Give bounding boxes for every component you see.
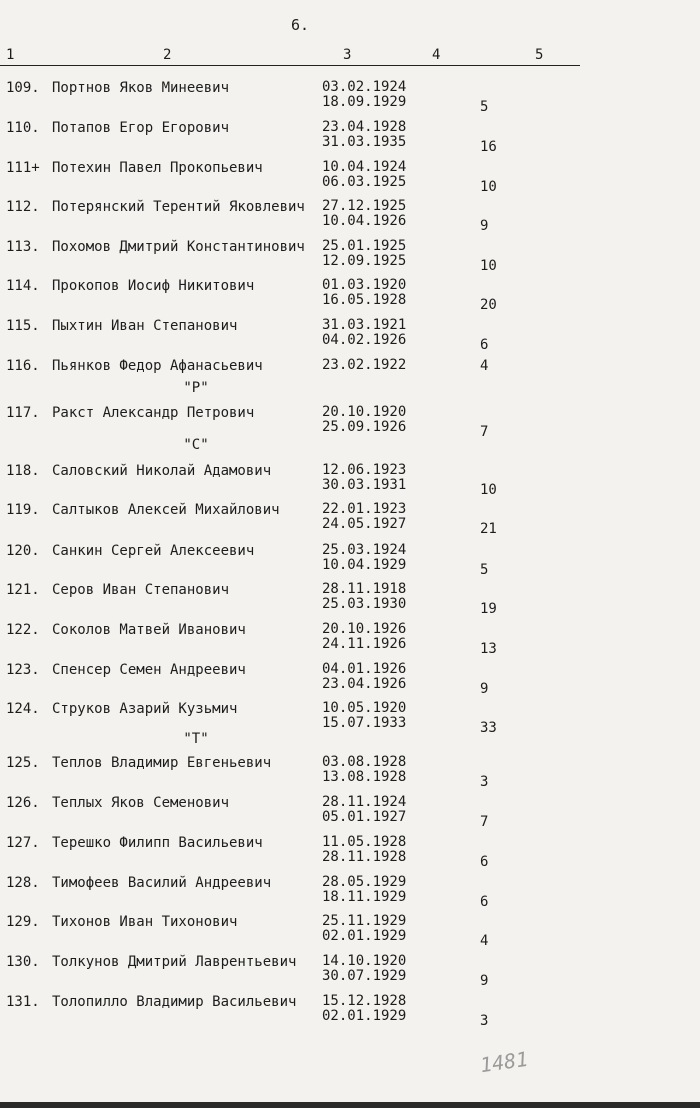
- date-value: 13.08.1928: [322, 769, 407, 785]
- date-value: 04.01.1926: [322, 661, 407, 677]
- person-name: Потерянский Терентий Яковлевич: [52, 199, 305, 215]
- date-value: 25.03.1930: [322, 596, 407, 612]
- row-number: 126.: [6, 795, 40, 811]
- date-value: 25.03.1924: [322, 542, 407, 558]
- table-row: [0, 405, 700, 445]
- row-number: 114.: [6, 278, 40, 294]
- table-row: [0, 755, 700, 795]
- table-row: [0, 199, 700, 239]
- date-cell: [322, 405, 406, 435]
- date-value: 25.01.1925: [322, 238, 407, 254]
- row-number: 115.: [6, 318, 40, 334]
- date-value: 28.11.1918: [322, 581, 407, 597]
- row-number: 125.: [6, 755, 40, 771]
- quantity-value: 21: [480, 521, 497, 537]
- date-value: 10.05.1920: [322, 700, 407, 716]
- quantity-value: 9: [480, 681, 489, 697]
- table-row: [0, 120, 700, 160]
- date-value: 18.09.1929: [322, 94, 407, 110]
- date-value: 24.05.1927: [322, 516, 407, 532]
- date-value: 04.02.1926: [322, 332, 407, 348]
- date-cell: [322, 582, 406, 612]
- person-name: Тихонов Иван Тихонович: [52, 914, 238, 930]
- quantity-value: 7: [480, 814, 489, 830]
- date-value: 23.02.1922: [322, 357, 407, 373]
- table-row: [0, 463, 700, 503]
- person-name: Прокопов Иосиф Никитович: [52, 278, 255, 294]
- quantity-value: 3: [480, 1013, 489, 1029]
- date-value: 03.02.1924: [322, 79, 407, 95]
- column-header-1: 1: [6, 47, 15, 63]
- person-name: Пыхтин Иван Степанович: [52, 318, 238, 334]
- date-cell: [322, 795, 406, 825]
- person-name: Теплов Владимир Евгеньевич: [52, 755, 272, 771]
- quantity-value: 20: [480, 297, 497, 313]
- date-value: 01.03.1920: [322, 277, 407, 293]
- date-value: 23.04.1926: [322, 676, 407, 692]
- date-value: 12.09.1925: [322, 253, 407, 269]
- quantity-value: 7: [480, 424, 489, 440]
- row-number: 119.: [6, 502, 40, 518]
- row-number: 112.: [6, 199, 40, 215]
- section-heading-s: "С": [183, 437, 209, 453]
- date-cell: [322, 80, 406, 110]
- quantity-value: 9: [480, 218, 489, 234]
- date-cell: [322, 239, 406, 269]
- person-name: Терешко Филипп Васильевич: [52, 835, 263, 851]
- person-name: Санкин Сергей Алексеевич: [52, 543, 255, 559]
- quantity-value: 10: [480, 482, 497, 498]
- row-number: 113.: [6, 239, 40, 255]
- quantity-value: 6: [480, 854, 489, 870]
- row-number: 124.: [6, 701, 40, 717]
- row-number: 110.: [6, 120, 40, 136]
- date-value: 28.11.1924: [322, 794, 407, 810]
- table-row: [0, 80, 700, 120]
- person-name: Похомов Дмитрий Константинович: [52, 239, 305, 255]
- date-value: 02.01.1929: [322, 1008, 407, 1024]
- table-row: [0, 318, 700, 358]
- section-heading-r: "Р": [183, 380, 209, 396]
- date-cell: [322, 701, 406, 731]
- quantity-value: 3: [480, 774, 489, 790]
- date-cell: [322, 502, 406, 532]
- row-number: 130.: [6, 954, 40, 970]
- person-name: Соколов Матвей Иванович: [52, 622, 246, 638]
- row-number: 120.: [6, 543, 40, 559]
- date-cell: [322, 622, 406, 652]
- table-row: [0, 994, 700, 1034]
- quantity-value: 10: [480, 258, 497, 274]
- date-cell: [322, 543, 406, 573]
- scan-edge: [0, 1102, 700, 1108]
- quantity-value: 19: [480, 601, 497, 617]
- table-row: [0, 582, 700, 622]
- date-value: 31.03.1935: [322, 134, 407, 150]
- date-value: 25.11.1929: [322, 913, 407, 929]
- table-row: [0, 278, 700, 318]
- quantity-value: 5: [480, 562, 489, 578]
- date-cell: [322, 318, 406, 348]
- date-value: 10.04.1929: [322, 557, 407, 573]
- table-row: [0, 701, 700, 741]
- date-value: 30.07.1929: [322, 968, 407, 984]
- person-name: Портнов Яков Минеевич: [52, 80, 230, 96]
- date-value: 24.11.1926: [322, 636, 407, 652]
- page-number: 6.: [290, 16, 310, 34]
- row-number: 111+: [6, 160, 40, 176]
- quantity-value: 9: [480, 973, 489, 989]
- date-value: 22.01.1923: [322, 501, 407, 517]
- table-row: [0, 160, 700, 200]
- date-value: 25.09.1926: [322, 419, 407, 435]
- date-cell: [322, 914, 406, 944]
- row-number: 131.: [6, 994, 40, 1010]
- date-value: 10.04.1924: [322, 159, 407, 175]
- person-name: Спенсер Семен Андреевич: [52, 662, 246, 678]
- row-number: 117.: [6, 405, 40, 421]
- date-value: 11.05.1928: [322, 834, 407, 850]
- table-row: [0, 875, 700, 915]
- date-cell: [322, 199, 406, 229]
- person-name: Серов Иван Степанович: [52, 582, 230, 598]
- table-row: [0, 795, 700, 835]
- date-cell: [322, 875, 406, 905]
- handwritten-margin-note: 1481: [478, 1046, 530, 1078]
- table-row: [0, 543, 700, 583]
- date-cell: [322, 662, 406, 692]
- column-header-4: 4: [432, 47, 441, 63]
- quantity-value: 10: [480, 179, 497, 195]
- date-cell: [322, 278, 406, 308]
- person-name: Теплых Яков Семенович: [52, 795, 230, 811]
- row-number: 109.: [6, 80, 40, 96]
- section-heading-t: "Т": [183, 731, 209, 747]
- row-number: 121.: [6, 582, 40, 598]
- column-header-2: 2: [163, 47, 172, 63]
- quantity-value: 6: [480, 337, 489, 353]
- date-value: 23.04.1928: [322, 119, 407, 135]
- person-name: Салтыков Алексей Михайлович: [52, 502, 280, 518]
- row-number: 123.: [6, 662, 40, 678]
- table-row: [0, 662, 700, 702]
- date-value: 12.06.1923: [322, 462, 407, 478]
- table-row: [0, 239, 700, 279]
- date-cell: [322, 358, 406, 373]
- date-cell: [322, 954, 406, 984]
- date-value: 15.12.1928: [322, 993, 407, 1009]
- quantity-value: 6: [480, 894, 489, 910]
- person-name: Пьянков Федор Афанасьевич: [52, 358, 263, 374]
- quantity-value: 4: [480, 358, 489, 374]
- date-value: 10.04.1926: [322, 213, 407, 229]
- date-value: 18.11.1929: [322, 889, 407, 905]
- person-name: Потехин Павел Прокопьевич: [52, 160, 263, 176]
- date-value: 16.05.1928: [322, 292, 407, 308]
- person-name: Ракст Александр Петрович: [52, 405, 255, 421]
- date-value: 20.10.1920: [322, 404, 407, 420]
- quantity-value: 5: [480, 99, 489, 115]
- quantity-value: 33: [480, 720, 497, 736]
- row-number: 129.: [6, 914, 40, 930]
- table-row: [0, 502, 700, 542]
- person-name: Потапов Егор Егорович: [52, 120, 230, 136]
- table-row: [0, 622, 700, 662]
- date-value: 15.07.1933: [322, 715, 407, 731]
- date-cell: [322, 463, 406, 493]
- row-number: 128.: [6, 875, 40, 891]
- person-name: Струков Азарий Кузьмич: [52, 701, 238, 717]
- date-value: 05.01.1927: [322, 809, 407, 825]
- column-header-3: 3: [343, 47, 352, 63]
- quantity-value: 16: [480, 139, 497, 155]
- table-row: [0, 358, 700, 398]
- date-cell: [322, 835, 406, 865]
- column-header-5: 5: [535, 47, 544, 63]
- row-number: 122.: [6, 622, 40, 638]
- date-value: 06.03.1925: [322, 174, 407, 190]
- date-value: 03.08.1928: [322, 754, 407, 770]
- date-value: 20.10.1926: [322, 621, 407, 637]
- date-value: 28.11.1928: [322, 849, 407, 865]
- date-cell: [322, 120, 406, 150]
- person-name: Толкунов Дмитрий Лаврентьевич: [52, 954, 297, 970]
- row-number: 127.: [6, 835, 40, 851]
- date-value: 31.03.1921: [322, 317, 407, 333]
- person-name: Тимофеев Василий Андреевич: [52, 875, 272, 891]
- date-value: 30.03.1931: [322, 477, 407, 493]
- column-header-row: [0, 45, 580, 66]
- table-row: [0, 954, 700, 994]
- row-number: 118.: [6, 463, 40, 479]
- row-number: 116.: [6, 358, 40, 374]
- quantity-value: 13: [480, 641, 497, 657]
- table-row: [0, 914, 700, 954]
- date-cell: [322, 755, 406, 785]
- date-value: 28.05.1929: [322, 874, 407, 890]
- date-value: 14.10.1920: [322, 953, 407, 969]
- person-name: Толопилло Владимир Васильевич: [52, 994, 297, 1010]
- date-cell: [322, 994, 406, 1024]
- date-cell: [322, 160, 406, 190]
- date-value: 02.01.1929: [322, 928, 407, 944]
- table-row: [0, 835, 700, 875]
- quantity-value: 4: [480, 933, 489, 949]
- person-name: Саловский Николай Адамович: [52, 463, 272, 479]
- date-value: 27.12.1925: [322, 198, 407, 214]
